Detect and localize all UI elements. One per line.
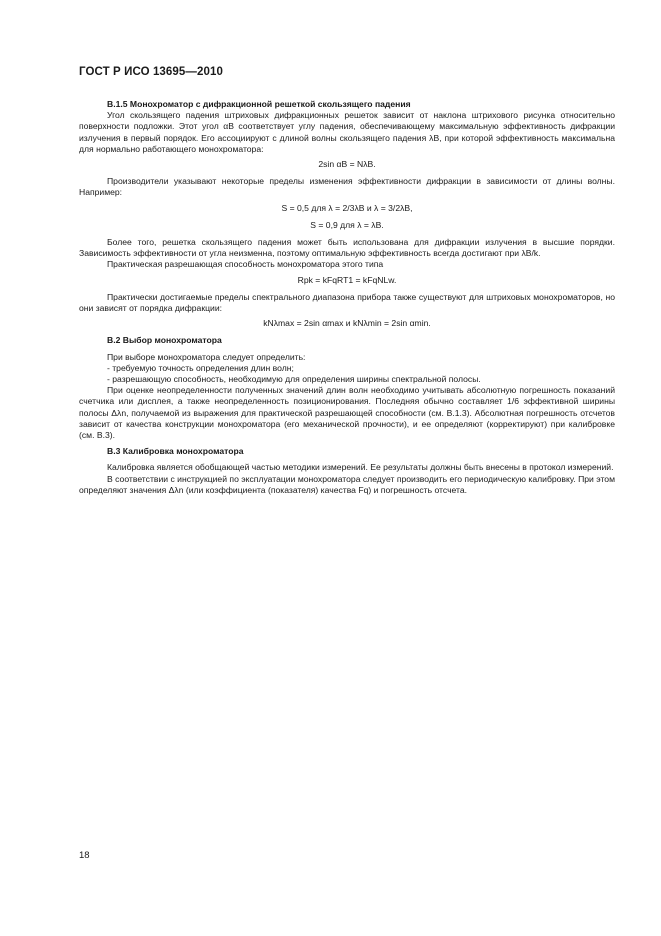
paragraph: Практически достигаемые пределы спектрального диапазона прибора также существуют для штриховых монохроматоров, но они зависят от порядка дифракции:: [79, 291, 615, 314]
section-heading-b3: В.3 Калибровка монохроматора: [107, 446, 244, 457]
equation: S = 0,5 для λ = 2/3λB и λ = 3/2λB,: [281, 202, 413, 213]
list-item: - разрешающую способность, необходимую для определения ширины спектральной полосы.: [107, 374, 481, 385]
paragraph: В соответствии с инструкцией по эксплуатации монохроматора следует производить его периодическую калибровку. При этом определяют значения Δλn (или коэффициента (показателя) качества Fq) и погрешность отсчета.: [79, 473, 615, 495]
equation: kNλmax = 2sin αmax и kNλmin = 2sin αmin.: [263, 318, 431, 329]
paragraph: При оценке неопределенности полученных значений длин волн необходимо учитывать абсолютную погрешность показаний счетчика или дисплея, а также неопределенность позиционирования. Последняя обычно составляет 1/6 эффективной ширины полосы Δλn, получаемой из выражения для практической разрешающей способности (см. В.1.3). Абсолютная погрешность отсчетов зависит от качества конструкции монохроматора (его механической прочности), и ее определяют (корректируют) при калибровке (см. В.3).: [79, 385, 615, 441]
section-heading-b2: В.2 Выбор монохроматора: [107, 335, 222, 346]
equation: 2sin αB = NλB.: [318, 159, 376, 170]
equation: Rpk = kFqRT1 = kFqNLw.: [297, 274, 397, 285]
document-header: ГОСТ Р ИСО 13695—2010: [79, 66, 224, 78]
document-body: [79, 99, 615, 496]
page-number: 18: [79, 850, 90, 861]
paragraph: Производители указывают некоторые пределы изменения эффективности дифракции в зависимости от длины волны. Например:: [79, 176, 615, 198]
list-item: - требуемую точность определения длин волн;: [107, 362, 294, 373]
equation: S = 0,9 для λ = λB.: [310, 219, 384, 230]
paragraph: Более того, решетка скользящего падения может быть использована для дифракции излучения в высшие порядки. Зависимость эффективности от угла неизменна, поэтому оптимальную эффективность всегда достигают при λB/k.: [79, 237, 615, 259]
section-heading-b15: В.1.5 Монохроматор с дифракционной решеткой скользящего падения: [107, 99, 411, 109]
paragraph: Практическая разрешающая способность монохроматора этого типа: [107, 259, 384, 270]
paragraph: Калибровка является обобщающей частью методики измерений. Ее результаты должны быть внесены в протокол измерений.: [107, 462, 614, 473]
paragraph: Угол скользящего падения штриховых дифракционных решеток зависит от наклона штрихового рисунка относительно поверхности подложки. Этот угол αB соответствует углу падения, обеспечивающему максимальную эффективность дифракции излучения в первый порядок. Его ассоциируют с длиной волны скользящего падения λB, при которой эффективность максимальна для нормально работающего монохроматора:: [79, 110, 615, 154]
paragraph: При выборе монохроматора следует определить:: [107, 351, 306, 362]
